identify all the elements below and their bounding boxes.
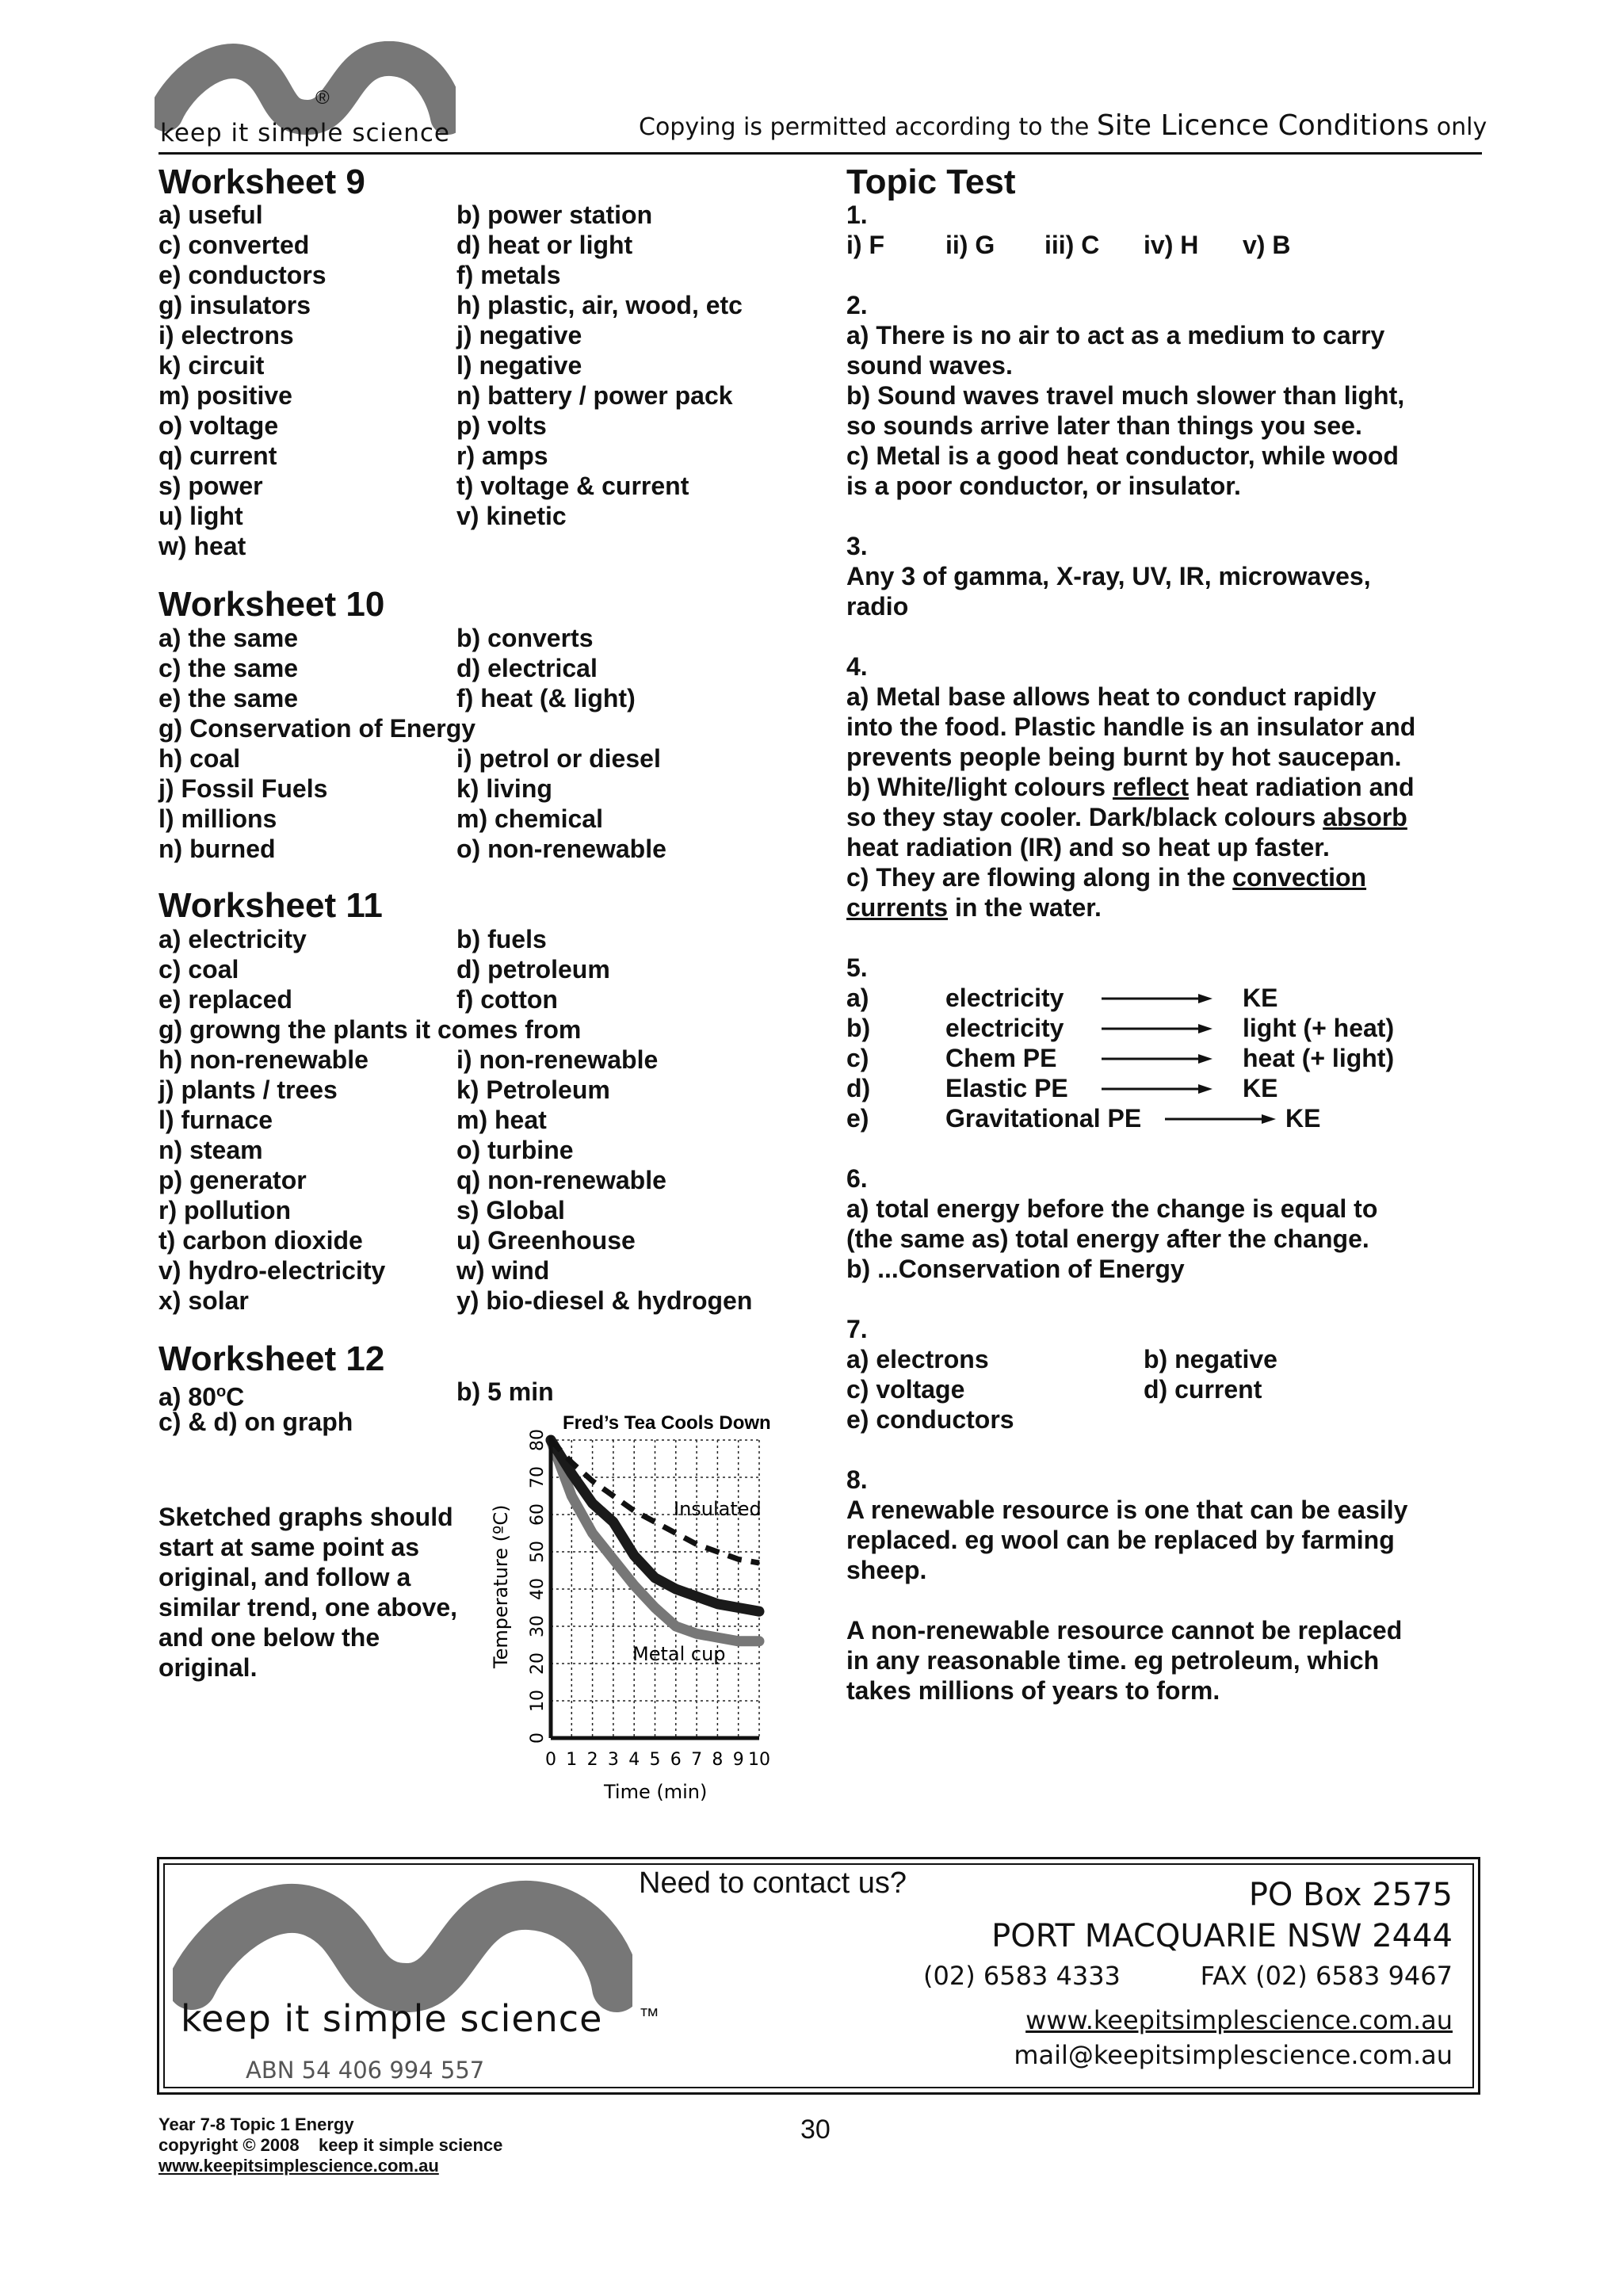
- ws10-title: Worksheet 10: [158, 585, 385, 624]
- energy-from: Chem PE: [945, 1044, 1057, 1072]
- answer: o) non-renewable: [456, 835, 666, 863]
- answer: s) power: [158, 472, 263, 500]
- ws11-answers: [158, 924, 792, 1316]
- energy-to: KE: [1243, 984, 1278, 1012]
- q8-line: sheep.: [846, 1556, 927, 1584]
- topic-answers: [846, 200, 1496, 1706]
- answer: c) the same: [158, 654, 299, 682]
- answer: t) carbon dioxide: [158, 1226, 363, 1255]
- answer: m) chemical: [456, 804, 603, 833]
- row-letter: d): [846, 1074, 871, 1102]
- x-axis-label: Time (min): [604, 1781, 708, 1803]
- answer: b) fuels: [456, 925, 547, 953]
- energy-change-row: [846, 1103, 1496, 1133]
- answer: d) petroleum: [456, 955, 610, 984]
- answer: ii) G: [945, 231, 995, 259]
- q1-row: [846, 230, 1496, 260]
- x-tick-label: 9: [732, 1750, 744, 1770]
- answer: c) converted: [158, 231, 310, 259]
- y-tick-label: 40: [528, 1578, 548, 1600]
- note-line: original, and follow a: [158, 1563, 411, 1591]
- row-letter: e): [846, 1104, 869, 1133]
- answer: j) plants / trees: [158, 1075, 338, 1104]
- arrow-icon: [1102, 992, 1212, 1005]
- answer: e) conductors: [846, 1405, 1014, 1434]
- series-label-metal-cup: Metal cup: [632, 1643, 726, 1665]
- energy-from: Elastic PE: [945, 1074, 1068, 1102]
- topic-title: Topic Test: [846, 162, 1016, 201]
- ws12-title: Worksheet 12: [158, 1339, 385, 1378]
- po-box: PO Box 2575: [1248, 1877, 1453, 1913]
- q8-line: replaced. eg wool can be replaced by farming: [846, 1526, 1395, 1554]
- q4-label: 4.: [846, 652, 868, 681]
- q3-label: 3.: [846, 532, 868, 560]
- q8-line: A non-renewable resource cannot be replaced: [846, 1616, 1403, 1645]
- y-tick-label: 50: [528, 1541, 548, 1563]
- q8-line: in any reasonable time. eg petroleum, which: [846, 1646, 1380, 1675]
- answer: l) millions: [158, 804, 277, 833]
- arrow-icon: [1102, 1052, 1212, 1065]
- arrow-icon: [1102, 1022, 1212, 1035]
- y-tick-label: 0: [528, 1733, 548, 1744]
- x-tick-label: 6: [670, 1750, 682, 1770]
- answer: b) power station: [456, 201, 653, 229]
- trademark: ™: [639, 2004, 659, 2027]
- answer: k) living: [456, 774, 552, 803]
- q4-line: prevents people being burnt by hot saucepan.: [846, 743, 1402, 771]
- answer: e) replaced: [158, 985, 292, 1014]
- answer: q) current: [158, 441, 277, 470]
- q8-line: takes millions of years to form.: [846, 1676, 1220, 1705]
- ws9-title: Worksheet 9: [158, 162, 365, 201]
- answer: e) the same: [158, 684, 299, 712]
- energy-change-row: [846, 983, 1496, 1013]
- answer: iii) C: [1044, 231, 1100, 259]
- city: PORT MACQUARIE NSW 2444: [991, 1918, 1453, 1954]
- answer: k) circuit: [158, 351, 265, 380]
- energy-from: electricity: [945, 1014, 1064, 1042]
- energy-from: electricity: [945, 984, 1064, 1012]
- answer: e) conductors: [158, 261, 327, 289]
- y-tick-label: 20: [528, 1652, 548, 1675]
- answer: v) hydro-electricity: [158, 1256, 386, 1285]
- answer: w) heat: [158, 532, 246, 560]
- energy-change-row: [846, 1073, 1496, 1103]
- x-tick-label: 7: [691, 1750, 703, 1770]
- q6-line: b) ...Conservation of Energy: [846, 1255, 1185, 1283]
- q6-line: (the same as) total energy after the change.: [846, 1224, 1369, 1253]
- answer: a) useful: [158, 201, 263, 229]
- energy-to: light (+ heat): [1243, 1014, 1395, 1042]
- answer: x) solar: [158, 1286, 249, 1315]
- note-line: start at same point as: [158, 1533, 419, 1561]
- footer-website-link[interactable]: www.keepitsimplescience.com.au: [158, 2156, 439, 2176]
- answer: f) cotton: [456, 985, 558, 1014]
- q8-label: 8.: [846, 1465, 868, 1494]
- y-axis-label: Temperature (ºC): [490, 1504, 512, 1668]
- header-brand: keep it simple science: [160, 119, 450, 147]
- answer: v) B: [1243, 231, 1291, 259]
- x-tick-label: 0: [545, 1750, 556, 1770]
- row-letter: a): [846, 984, 869, 1012]
- q2-line: a) There is no air to act as a medium to carry: [846, 321, 1385, 350]
- q6-line: a) total energy before the change is equal to: [846, 1194, 1378, 1223]
- ws12-b: b) 5 min: [456, 1377, 554, 1406]
- answer: p) volts: [456, 411, 547, 440]
- answer: l) furnace: [158, 1106, 273, 1134]
- arrow-icon: [1102, 1083, 1212, 1095]
- answer: k) Petroleum: [456, 1075, 610, 1104]
- answer: b) converts: [456, 624, 594, 652]
- answer: m) heat: [456, 1106, 547, 1134]
- series-label-insulated: Insulated: [674, 1498, 762, 1520]
- answer: iv) H: [1144, 231, 1199, 259]
- answer: d) electrical: [456, 654, 598, 682]
- ws12-a: a) 80$^o$C: [158, 1382, 245, 1412]
- answer: h) plastic, air, wood, etc: [456, 291, 743, 319]
- answer: r) pollution: [158, 1196, 292, 1224]
- q8-line: A renewable resource is one that can be easily: [846, 1496, 1408, 1524]
- q2-line: is a poor conductor, or insulator.: [846, 472, 1241, 500]
- energy-to: heat (+ light): [1243, 1044, 1395, 1072]
- answer: i) petrol or diesel: [456, 744, 661, 773]
- chart-title: Fred’s Tea Cools Down: [563, 1412, 771, 1434]
- row-letter: b): [846, 1014, 871, 1042]
- answer: w) wind: [456, 1256, 550, 1285]
- q3-line: radio: [846, 592, 909, 621]
- q4-line: currents in the water.: [846, 893, 1102, 922]
- ws12-sketch-note: [158, 1502, 457, 1683]
- answer: y) bio-diesel & hydrogen: [456, 1286, 753, 1315]
- q4-line: c) They are flowing along in the convection: [846, 863, 1367, 892]
- ws9-left-col: [158, 200, 327, 561]
- answer: a) the same: [158, 624, 299, 652]
- x-tick-label: 10: [748, 1750, 770, 1770]
- q4-line: so they stay cooler. Dark/black colours absorb: [846, 803, 1407, 831]
- q7-label: 7.: [846, 1315, 868, 1343]
- answer: g) growng the plants it comes from: [158, 1015, 582, 1044]
- energy-change-row: [846, 1043, 1496, 1073]
- answer: n) burned: [158, 835, 276, 863]
- answer: g) Conservation of Energy: [158, 714, 476, 743]
- q2-line: b) Sound waves travel much slower than light,: [846, 381, 1405, 410]
- footer-topic: Year 7-8 Topic 1 Energy: [158, 2115, 354, 2134]
- answer: c) voltage: [846, 1375, 965, 1404]
- copy-notice: Copying is permitted according to the Site Licence Conditions only: [639, 109, 1487, 142]
- y-tick-label: 80: [528, 1429, 548, 1451]
- q4-line: heat radiation (IR) and so heat up faster.: [846, 833, 1330, 861]
- answer: i) non-renewable: [456, 1045, 659, 1074]
- answer: a) electricity: [158, 925, 307, 953]
- answer: i) electrons: [158, 321, 294, 350]
- q3-line: Any 3 of gamma, X-ray, UV, IR, microwaves,: [846, 562, 1371, 590]
- q2-line: so sounds arrive later than things you see.: [846, 411, 1362, 440]
- abn: ABN 54 406 994 557: [246, 2057, 485, 2084]
- note-line: similar trend, one above,: [158, 1593, 457, 1622]
- phone: (02) 6583 4333: [923, 1961, 1121, 1991]
- x-tick-label: 5: [649, 1750, 661, 1770]
- answer: b) negative: [1144, 1345, 1277, 1373]
- answer: j) negative: [456, 321, 582, 350]
- page-number: 30: [800, 2115, 831, 2145]
- answer: f) metals: [456, 261, 561, 289]
- energy-from: Gravitational PE: [945, 1104, 1142, 1133]
- website-link[interactable]: www.keepitsimplescience.com.au: [1025, 2005, 1453, 2035]
- y-tick-label: 60: [528, 1503, 548, 1526]
- email-address[interactable]: mail@keepitsimplescience.com.au: [1014, 2040, 1453, 2070]
- q4-line: b) White/light colours reflect heat radiation and: [846, 773, 1415, 801]
- answer: f) heat (& light): [456, 684, 636, 712]
- y-tick-label: 10: [528, 1690, 548, 1712]
- answer: n) battery / power pack: [456, 381, 733, 410]
- ws11-title: Worksheet 11: [158, 886, 383, 925]
- ws10-answers: [158, 623, 792, 864]
- q1-label: 1.: [846, 201, 868, 229]
- answer: o) voltage: [158, 411, 279, 440]
- q6-label: 6.: [846, 1164, 868, 1193]
- q2-line: c) Metal is a good heat conductor, while wood: [846, 441, 1399, 470]
- q4-line: a) Metal base allows heat to conduct rapidly: [846, 682, 1377, 711]
- contact-heading: Need to contact us?: [639, 1866, 907, 1900]
- x-tick-label: 2: [586, 1750, 598, 1770]
- q2-label: 2.: [846, 291, 868, 319]
- x-tick-label: 4: [628, 1750, 640, 1770]
- answer: v) kinetic: [456, 502, 567, 530]
- x-tick-label: 1: [566, 1750, 578, 1770]
- kiss-logo-large: [173, 1878, 632, 2013]
- note-line: original.: [158, 1653, 258, 1682]
- fax: FAX (02) 6583 9467: [1200, 1961, 1453, 1991]
- q2-line: sound waves.: [846, 351, 1013, 380]
- answer: m) positive: [158, 381, 292, 410]
- ws12-c: c) & d) on graph: [158, 1408, 353, 1436]
- answer: s) Global: [456, 1196, 565, 1224]
- ws9-right-col: [456, 200, 743, 531]
- q5-label: 5.: [846, 953, 868, 982]
- answer: u) Greenhouse: [456, 1226, 636, 1255]
- row-letter: c): [846, 1044, 869, 1072]
- answer: a) electrons: [846, 1345, 989, 1373]
- y-tick-label: 70: [528, 1466, 548, 1488]
- answer: d) current: [1144, 1375, 1262, 1404]
- answer: r) amps: [456, 441, 548, 470]
- answer: h) non-renewable: [158, 1045, 369, 1074]
- note-line: Sketched graphs should: [158, 1503, 453, 1531]
- answer: q) non-renewable: [456, 1166, 666, 1194]
- answer: g) insulators: [158, 291, 311, 319]
- answer: o) turbine: [456, 1136, 574, 1164]
- answer: l) negative: [456, 351, 582, 380]
- arrow-icon: [1165, 1113, 1276, 1125]
- energy-change-row: [846, 1013, 1496, 1043]
- contact-brand: keep it simple science: [181, 1997, 603, 2040]
- tea-cooling-chart: [483, 1407, 792, 1803]
- q5-energy-changes: [846, 983, 1496, 1133]
- answer: i) F: [846, 231, 884, 259]
- y-tick-label: 30: [528, 1615, 548, 1637]
- answer: n) steam: [158, 1136, 263, 1164]
- header-rule: [158, 152, 1482, 155]
- note-line: and one below the: [158, 1623, 380, 1652]
- registered-mark: ®: [315, 87, 330, 109]
- energy-to: KE: [1243, 1074, 1278, 1102]
- answer: j) Fossil Fuels: [158, 774, 328, 803]
- answer: u) light: [158, 502, 243, 530]
- answer: d) heat or light: [456, 231, 633, 259]
- footer-copyright: copyright © 2008 keep it simple science: [158, 2135, 503, 2155]
- answer: c) coal: [158, 955, 239, 984]
- x-tick-label: 8: [712, 1750, 724, 1770]
- answer: t) voltage & current: [456, 472, 689, 500]
- energy-to: KE: [1285, 1104, 1321, 1133]
- q4-line: into the food. Plastic handle is an insulator and: [846, 712, 1416, 741]
- answer: p) generator: [158, 1166, 307, 1194]
- answer: h) coal: [158, 744, 241, 773]
- x-tick-label: 3: [607, 1750, 619, 1770]
